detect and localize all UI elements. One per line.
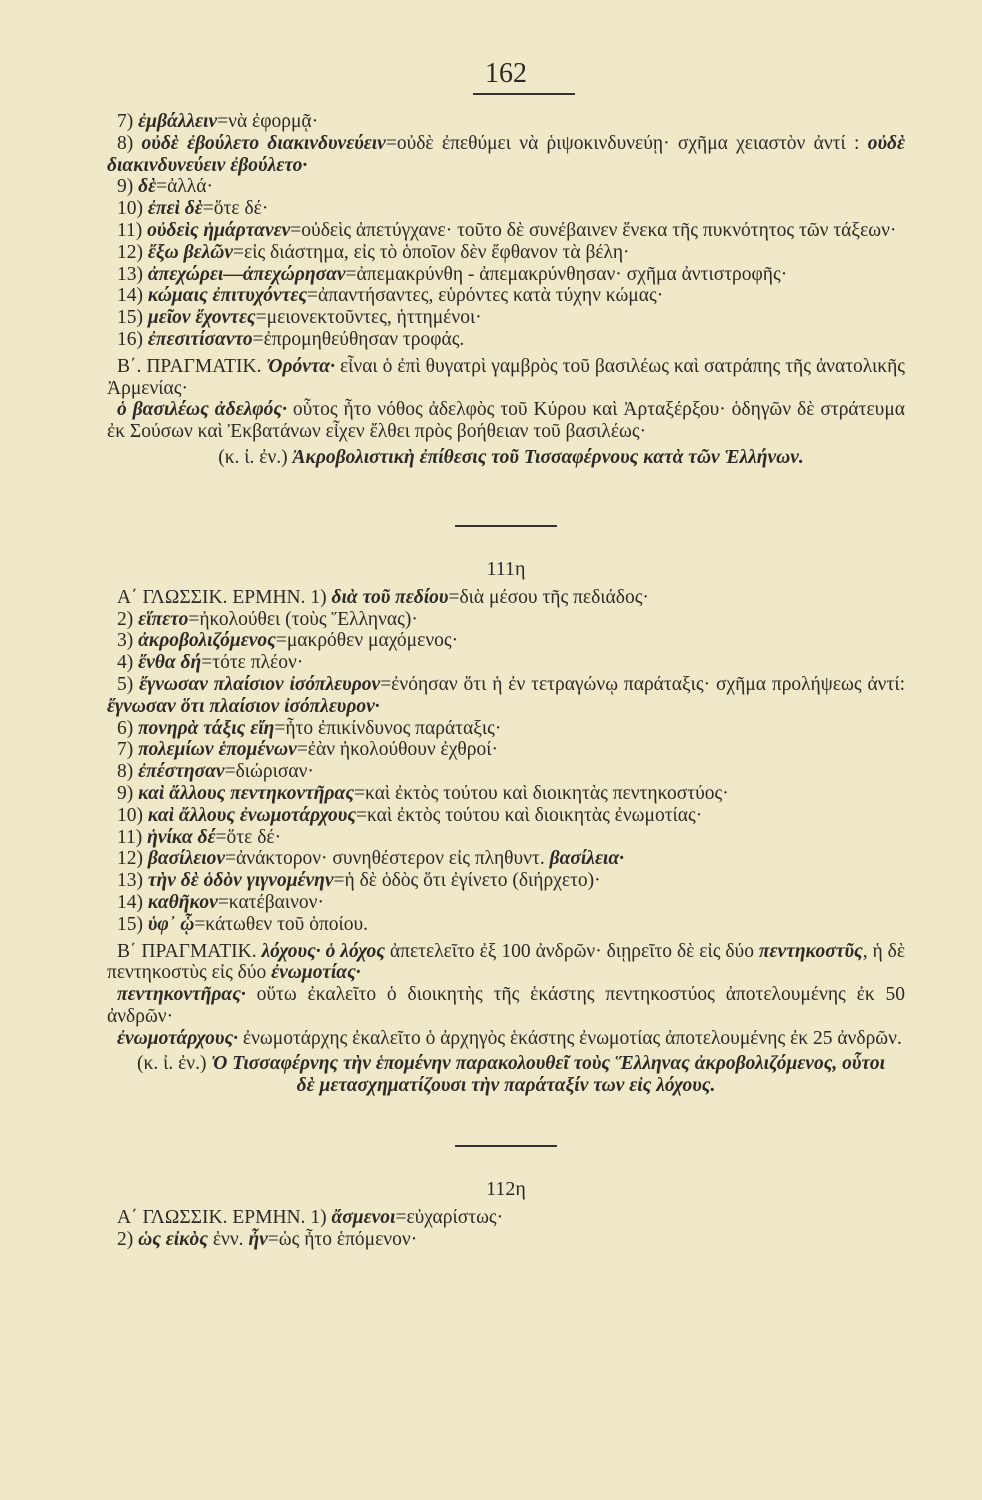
section-divider	[455, 1145, 557, 1147]
explanation-text: =κατέβαινον·	[217, 891, 324, 913]
explanation-text: 7)	[117, 739, 139, 761]
greek-term: μεῖον ἔχοντες	[147, 307, 256, 329]
greek-term: ἐπέστησαν	[138, 761, 225, 783]
gloss-entry	[107, 198, 905, 220]
greek-term: ὑφ᾽ ᾧ	[147, 913, 195, 935]
explanation-text: =εἰς διάστημα, εἰς τὸ ὁποῖον δὲν ἔφθανον τὰ βέλη·	[233, 241, 630, 263]
greek-term: ἀπεχώρει—ἀπεχώρησαν	[147, 263, 346, 285]
greek-term: ἐνωμοτίας·	[271, 962, 361, 984]
greek-term: οὐδὲ ἐβούλετο διακινδυνεύειν	[141, 132, 386, 154]
explanation-text: 11)	[117, 826, 148, 848]
greek-term: κώμαις ἐπιτυχόντες	[147, 285, 308, 307]
gloss-entry	[107, 220, 905, 242]
greek-term: βασίλειον	[147, 848, 226, 870]
greek-term: ἐπεὶ δὲ	[147, 198, 203, 220]
greek-term: ἀκροβολιζόμενος	[138, 630, 276, 652]
page-number: 162	[485, 58, 527, 89]
explanation-text: ἐνωμοτάρχης ἐκαλεῖτο ὁ ἀρχηγὸς ἑκάστης ἐνωμοτίας ἀποτελουμένης ἐκ 25 ἀνδρῶν.	[238, 1027, 902, 1049]
greek-term: πεντηκοστῦς	[758, 940, 863, 962]
gloss-entry	[107, 609, 905, 631]
gloss-entry	[107, 783, 905, 805]
header-rule	[473, 93, 575, 95]
gloss-entry	[107, 176, 905, 198]
greek-term: πεντηκοντῆρας·	[117, 984, 246, 1006]
explanation-text: =μειονεκτοῦντες, ἡττημένοι·	[255, 307, 482, 329]
section-divider	[455, 525, 557, 527]
explanation-text: =ἀπαντήσαντες, εὑρόντες κατὰ τύχην κώμας·	[307, 285, 664, 307]
greek-term: Ὀρόντα·	[266, 355, 335, 377]
section-heading: 111η	[486, 557, 526, 580]
greek-term: εἵπετο	[138, 608, 189, 630]
gloss-entry	[107, 739, 905, 761]
greek-term: ὡς εἰκὸς	[138, 1228, 208, 1250]
explanation-text: =οὐδεὶς ἀπετύγχανε· τοῦτο δὲ συνέβαινεν ἕνεκα τῆς πυκνότητος τῶν τάξεων·	[290, 219, 897, 241]
commentary-paragraph	[107, 356, 905, 400]
gloss-entry	[107, 674, 905, 718]
greek-term: καὶ ἄλλους ἐνωμοτάρχους	[147, 804, 357, 826]
explanation-text: =ἦτο ἐπικίνδυνος παράταξις·	[274, 717, 502, 739]
chapter-summary	[107, 1053, 905, 1097]
greek-term: ἦν	[248, 1228, 268, 1250]
commentary-paragraph	[107, 941, 905, 985]
explanation-text: =ἠκολούθει (τοὺς Ἕλληνας)·	[188, 608, 418, 630]
greek-term: βασίλεια·	[549, 848, 625, 870]
explanation-text: εἶναι ὁ ἐπὶ θυγατρὶ γαμβρὸς τοῦ βασιλέως καὶ σατράπης τῆς ἀνατολικῆς Ἀρμενίας·	[107, 355, 905, 399]
gloss-entry	[107, 870, 905, 892]
greek-term: καθῆκον	[147, 891, 218, 913]
explanation-text: (κ. ἰ. ἐν.)	[218, 446, 293, 468]
page-body	[107, 111, 905, 1251]
greek-term: διὰ τοῦ πεδίου	[331, 586, 449, 608]
gloss-entry	[107, 285, 905, 307]
greek-term: ἐμβάλλειν	[138, 111, 218, 132]
greek-term: ἄσμενοι	[331, 1207, 396, 1229]
gloss-entry	[107, 133, 905, 177]
greek-term: λόχους· ὁ λόχος	[261, 940, 385, 962]
explanation-text: =μακρόθεν μαχόμενος·	[275, 630, 459, 652]
explanation-text: 10)	[117, 198, 148, 220]
explanation-text: =κάτωθεν τοῦ ὁποίου.	[194, 913, 369, 935]
explanation-text: 3)	[117, 630, 139, 652]
explanation-text: Α΄ ΓΛΩΣΣΙΚ. ΕΡΜΗΝ. 1)	[117, 586, 332, 608]
explanation-text: 4)	[117, 652, 139, 674]
greek-term: ἡνίκα δέ	[147, 826, 216, 848]
gloss-entry	[107, 718, 905, 740]
explanation-text: 5)	[117, 673, 140, 695]
greek-term: καὶ ἄλλους πεντηκοντῆρας	[138, 782, 355, 804]
explanation-text: =οὐδὲ ἐπεθύμει νὰ ῥιψοκινδυνεύῃ· σχῆμα χειαστὸν ἀντί :	[385, 132, 868, 154]
gloss-entry	[107, 914, 905, 936]
explanation-text: 14)	[117, 891, 148, 913]
gloss-entry	[107, 761, 905, 783]
explanation-text: 15)	[117, 913, 148, 935]
explanation-text: οὕτω ἐκαλεῖτο ὁ διοικητὴς τῆς ἑκάστης πεντηκοστύος ἀποτελουμένης ἐκ 50 ἀνδρῶν·	[107, 984, 905, 1027]
explanation-text: =εὐχαρίστως·	[395, 1207, 504, 1229]
gloss-entry	[107, 264, 905, 286]
greek-term: πονηρὰ τάξις εἴη	[138, 717, 275, 739]
explanation-text: (κ. ἰ. ἐν.)	[137, 1053, 212, 1075]
explanation-text: =ἀνάκτορον· συνηθέστερον εἰς πληθυντ.	[225, 848, 550, 870]
gloss-entry	[107, 329, 905, 351]
explanation-text: =ὡς ἦτο ἑπόμενον·	[267, 1228, 418, 1250]
greek-term: οὐδὲ διακινδυνεύειν ἐβούλετο·	[107, 132, 905, 176]
gloss-entry	[107, 652, 905, 674]
gloss-entry	[107, 630, 905, 652]
gloss-entry	[107, 307, 905, 329]
explanation-text: , ἡ δὲ πεντηκοστὺς εἰς δύο	[107, 940, 906, 984]
explanation-text: =διώρισαν·	[224, 761, 314, 783]
gloss-entry	[107, 805, 905, 827]
greek-term: Ὁ Τισσαφέρνης τὴν ἑπομένην παρακολουθεῖ τοὺς Ἕλληνας ἀκροβολιζόμενος, οὗτοι δὲ μετασχηματίζουσι τὴν παράταξίν των εἰς λόχους.	[211, 1053, 885, 1097]
commentary-paragraph	[107, 399, 905, 443]
gloss-entry	[107, 111, 905, 133]
gloss-entry	[107, 1229, 905, 1251]
explanation-text: Β΄ ΠΡΑΓΜΑΤΙΚ.	[117, 940, 262, 962]
section-heading: 112η	[486, 1178, 526, 1201]
explanation-text: 8)	[117, 761, 139, 783]
explanation-text: =νὰ ἐφορμᾷ·	[217, 111, 319, 132]
explanation-text: =ἀλλά·	[156, 176, 213, 198]
explanation-text: 8)	[117, 132, 142, 154]
explanation-text: 14)	[117, 285, 148, 307]
gloss-entry	[107, 827, 905, 849]
greek-term: πολεμίων ἑπομένων	[138, 739, 297, 761]
explanation-text: 9)	[117, 782, 139, 804]
commentary-paragraph	[107, 984, 905, 1028]
greek-term: ἔγνωσαν πλαίσιον ἰσόπλευρον	[139, 673, 381, 695]
explanation-text: =ἡ δὲ ὁδὸς ὅτι ἐγίνετο (διήρχετο)·	[333, 870, 601, 892]
explanation-text: =καὶ ἐκτὸς τούτου καὶ διοικητὰς πεντηκοστύος·	[354, 782, 729, 804]
explanation-text: Β΄. ΠΡΑΓΜΑΤΙΚ.	[117, 355, 267, 377]
explanation-text: 9)	[117, 176, 139, 198]
gloss-entry	[107, 848, 905, 870]
greek-term: ἔξω βελῶν	[147, 241, 234, 263]
gloss-entry	[107, 587, 905, 609]
explanation-text: 11)	[117, 219, 148, 241]
explanation-text: 12)	[117, 241, 148, 263]
explanation-text: οὗτος ἦτο νόθος ἀδελφὸς τοῦ Κύρου καὶ Ἀρταξέρξου· ὁδηγῶν δὲ στράτευμα ἐκ Σούσων καὶ Ἐκβατάνων εἶχεν ἔλθει πρὸς βοήθειαν τοῦ βασιλέως·	[107, 399, 906, 443]
explanation-text: Α΄ ΓΛΩΣΣΙΚ. ΕΡΜΗΝ. 1)	[117, 1207, 332, 1229]
explanation-text: 7)	[117, 111, 139, 132]
explanation-text: 15)	[117, 307, 148, 329]
explanation-text: =διὰ μέσου τῆς πεδιάδος·	[448, 586, 649, 608]
explanation-text: =καὶ ἐκτὸς τούτου καὶ διοικητὰς ἐνωμοτίας·	[356, 804, 703, 826]
explanation-text: 13)	[117, 263, 148, 285]
greek-term: Ἀκροβολιστικὴ ἐπίθεσις τοῦ Τισσαφέρνους κατὰ τῶν Ἑλλήνων.	[292, 446, 804, 468]
explanation-text: =τότε πλέον·	[201, 652, 304, 674]
explanation-text: 13)	[117, 870, 148, 892]
greek-term: δὲ	[138, 176, 157, 198]
greek-term: ἔνθα δή	[138, 652, 202, 674]
gloss-entry	[107, 1207, 905, 1229]
chapter-summary	[107, 447, 905, 469]
commentary-paragraph	[107, 1028, 905, 1050]
explanation-text: =ὅτε δέ·	[215, 826, 282, 848]
greek-term: ἐνωμοτάρχους·	[117, 1027, 239, 1049]
greek-term: οὐδεὶς ἡμάρτανεν	[147, 219, 291, 241]
explanation-text: 12)	[117, 848, 148, 870]
explanation-text: ἐνν.	[207, 1228, 249, 1250]
greek-term: ἐπεσιτίσαντο	[147, 328, 253, 350]
explanation-text: ἀπετελεῖτο ἐξ 100 ἀνδρῶν· διῃρεῖτο δὲ εἰς δύο	[385, 940, 759, 962]
greek-term: τὴν δὲ ὁδὸν γιγνομένην	[147, 870, 334, 892]
explanation-text: =ὅτε δέ·	[202, 198, 269, 220]
greek-term: ἔγνωσαν ὅτι πλαίσιον ἰσόπλευρον·	[107, 695, 380, 717]
explanation-text: 16)	[117, 328, 148, 350]
explanation-text: 10)	[117, 804, 148, 826]
explanation-text: 2)	[117, 608, 139, 630]
greek-term: ὁ βασιλέως ἀδελφός·	[117, 399, 287, 421]
explanation-text: =ἐπρομηθεύθησαν τροφάς.	[252, 328, 465, 350]
explanation-text: 2)	[117, 1228, 139, 1250]
explanation-text: =ἀπεμακρύνθη - ἀπεμακρύνθησαν· σχῆμα ἀντιστροφῆς·	[345, 263, 788, 285]
explanation-text: =ἐνόησαν ὅτι ἡ ἐν τετραγώνῳ παράταξις· σχῆμα προλήψεως ἀντί:	[380, 673, 905, 695]
explanation-text: =ἐὰν ἠκολούθουν ἐχθροί·	[296, 739, 498, 761]
gloss-entry	[107, 892, 905, 914]
gloss-entry	[107, 242, 905, 264]
explanation-text: 6)	[117, 717, 139, 739]
